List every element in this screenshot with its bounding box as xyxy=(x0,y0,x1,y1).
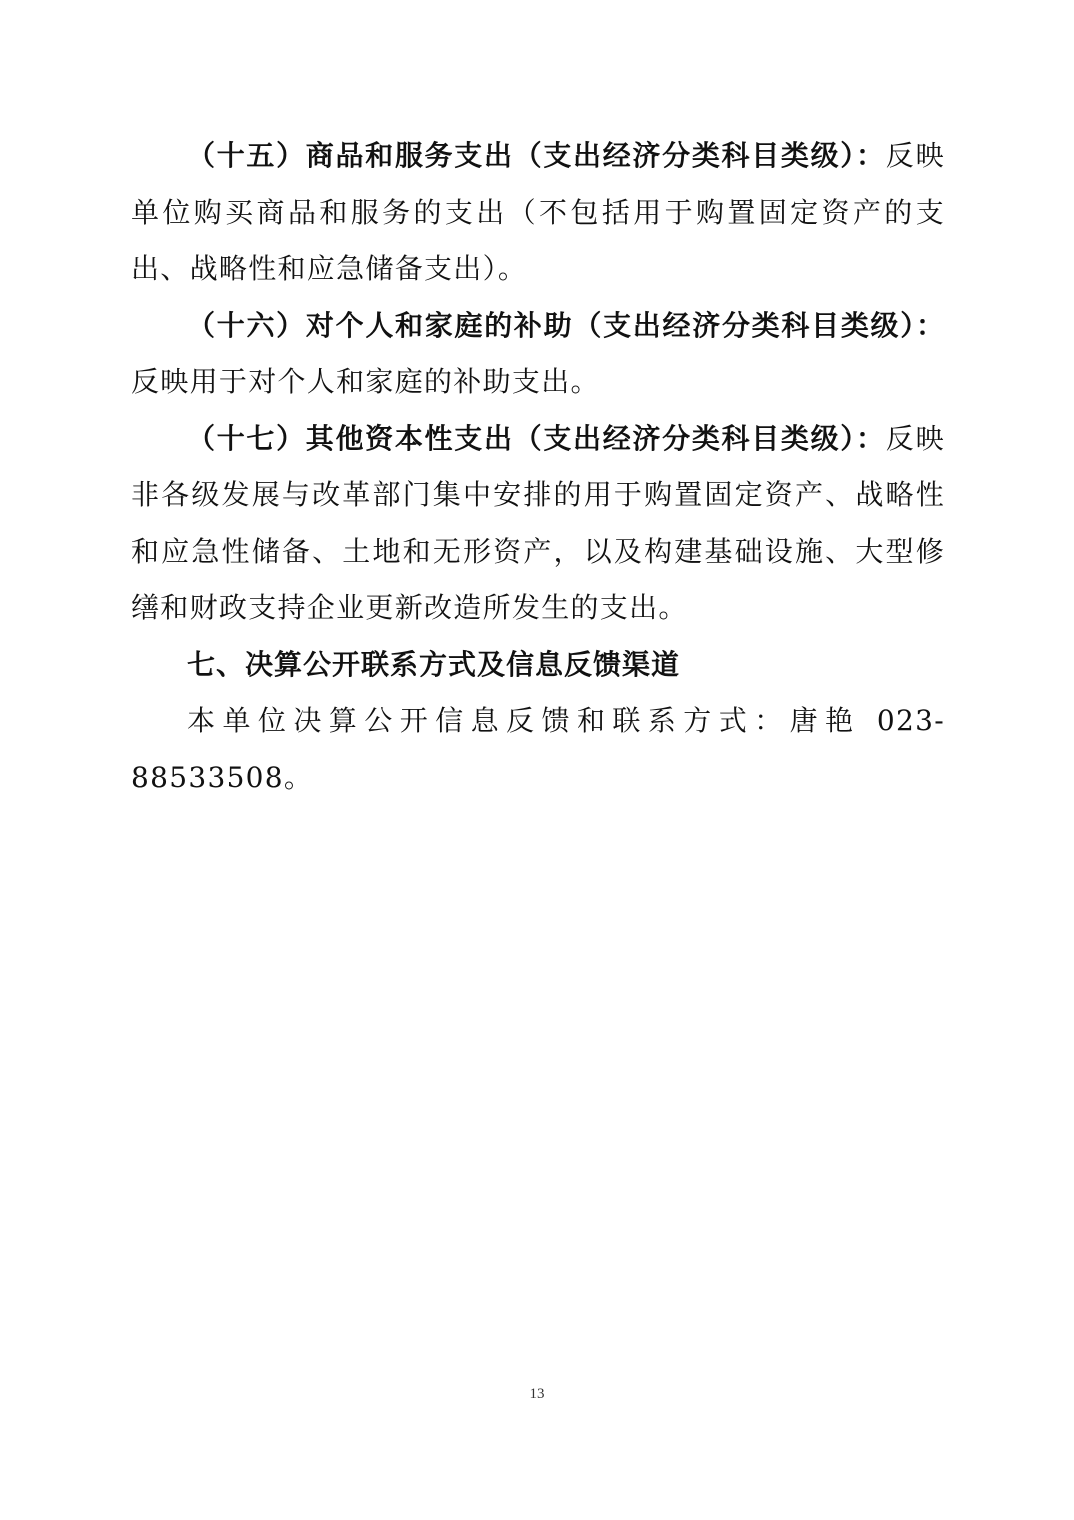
contact-paragraph: 本单位决算公开信息反馈和联系方式：唐艳 023-88533508。 xyxy=(131,704,945,794)
paragraph-body: 反映单位购买商品和服务的支出（不包括用于购置固定资产的支出、战略性和应急储备支出）。 xyxy=(131,139,945,285)
paragraph-item-17 xyxy=(131,411,945,637)
page-number: 13 xyxy=(529,1386,545,1402)
paragraph-lead: （十六）对个人和家庭的补助（支出经济分类科目类级）： xyxy=(187,308,945,342)
paragraph-item-16 xyxy=(131,298,945,411)
section-heading: 七、决算公开联系方式及信息反馈渠道 xyxy=(187,647,681,681)
paragraph-body: 反映非各级发展与改革部门集中安排的用于购置固定资产、战略性和应急性储备、土地和无形资产，以及构建基础设施、大型修缮和财政支持企业更新改造所发生的支出。 xyxy=(131,421,945,624)
paragraph-item-15 xyxy=(131,128,945,298)
page-content xyxy=(131,128,945,806)
paragraph-lead: （十七）其他资本性支出（支出经济分类科目类级）： xyxy=(187,421,886,455)
paragraph-body: 反映用于对个人和家庭的补助支出。 xyxy=(131,365,600,398)
paragraph-lead: （十五）商品和服务支出（支出经济分类科目类级）： xyxy=(187,139,886,172)
